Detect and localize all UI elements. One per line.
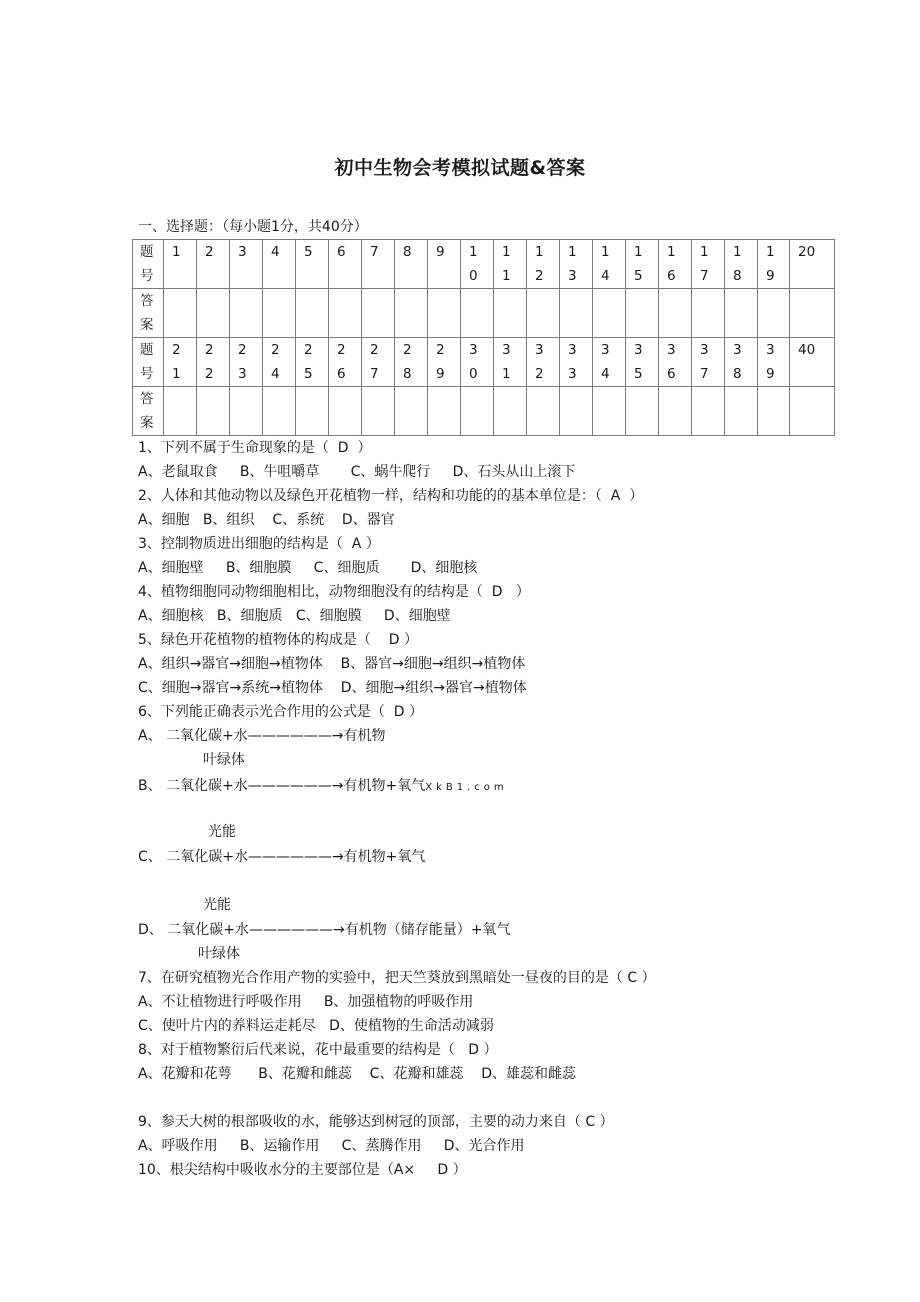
question-number-digit: 2 [172, 342, 181, 358]
answer-row [133, 289, 835, 338]
question-number-digit: 6 [667, 366, 676, 382]
question-number-digit: 8 [733, 366, 742, 382]
row-label-char: 题 [140, 244, 154, 260]
question-number-digit: 0 [469, 268, 478, 284]
question-number-cell [428, 338, 461, 387]
question-8-options: A、花瓣和花萼 B、花瓣和雌蕊 C、花瓣和雄蕊 D、雄蕊和雌蕊 [138, 1066, 577, 1082]
question-number-cell [329, 240, 362, 289]
answer-cell[interactable] [197, 387, 230, 436]
question-number-cell [758, 338, 790, 387]
answer-cell[interactable] [758, 387, 790, 436]
question-8: 8、对于植物繁衍后代来说，花中最重要的结构是（ D ） [138, 1042, 498, 1058]
row-label-char: 答 [140, 293, 154, 309]
question-number-cell [560, 338, 593, 387]
question-number-digit: 3 [700, 342, 709, 358]
answer-cell[interactable] [164, 289, 197, 338]
question-number-digit: 2 [370, 342, 379, 358]
question-6-option-a: A、 二氧化碳+水——————→有机物 [138, 728, 386, 744]
question-number-digit: 2 [271, 342, 280, 358]
question-6-option-d-condition: 光能 [203, 897, 231, 913]
question-number-cell [362, 240, 395, 289]
question-number-digit: 3 [568, 268, 577, 284]
question-number-digit: 6 [337, 366, 346, 382]
question-1-options: A、老鼠取食 B、牛咀嚼草 C、蜗牛爬行 D、石头从山上滚下 [138, 464, 576, 480]
question-number-digit: 5 [634, 366, 643, 382]
answer-cell[interactable] [230, 387, 263, 436]
answer-cell[interactable] [659, 289, 692, 338]
question-6-option-c-condition: 光能 [208, 824, 236, 840]
answer-cell[interactable] [395, 289, 428, 338]
question-number-cell [725, 240, 758, 289]
question-number-digit: 8 [733, 268, 742, 284]
question-number-digit: 3 [667, 342, 676, 358]
answer-cell[interactable] [659, 387, 692, 436]
question-6: 6、下列能正确表示光合作用的公式是（ D ） [138, 704, 424, 720]
question-number-cell [692, 240, 725, 289]
watermark-text: XkB1.com [425, 782, 508, 793]
question-5-options-ab: A、组织→器官→细胞→植物体 B、器官→细胞→组织→植物体 [138, 656, 526, 672]
question-number-digit: 2 [535, 366, 544, 382]
question-5-options-cd: C、细胞→器官→系统→植物体 D、细胞→组织→器官→植物体 [138, 680, 527, 696]
option-b-formula: B、 二氧化碳+水——————→有机物+氧气 [138, 778, 426, 794]
question-number-digit: 3 [766, 342, 775, 358]
question-number-digit: 4 [271, 366, 280, 382]
question-number-digit: 1 [535, 244, 544, 260]
question-number-digit: 8 [403, 366, 412, 382]
question-number-cell [395, 240, 428, 289]
question-number-cell [164, 240, 197, 289]
question-number-cell [593, 338, 626, 387]
question-number-digit: 2 [205, 366, 214, 382]
answer-cell[interactable] [395, 387, 428, 436]
answer-cell[interactable] [790, 387, 835, 436]
question-number-digit: 9 [766, 268, 775, 284]
question-number-cell [527, 338, 560, 387]
question-3-options: A、细胞壁 B、细胞膜 C、细胞质 D、细胞核 [138, 560, 478, 576]
question-number-digit: 0 [469, 366, 478, 382]
answer-cell[interactable] [725, 289, 758, 338]
question-2-options: A、细胞 B、组织 C、系统 D、器官 [138, 512, 395, 528]
question-number-digit: 6 [337, 244, 346, 260]
question-number-cell [626, 240, 659, 289]
answer-cell[interactable] [692, 387, 725, 436]
row-label-char: 题 [140, 342, 154, 358]
question-number-digit: 1 [733, 244, 742, 260]
question-number-cell [428, 240, 461, 289]
row-label-char: 案 [140, 415, 154, 431]
question-number-digit: 3 [238, 244, 247, 260]
question-number-digit: 1 [568, 244, 577, 260]
question-number-cell [164, 338, 197, 387]
question-number-digit: 4 [601, 268, 610, 284]
question-number-digit: 7 [370, 366, 379, 382]
question-number-cell [494, 240, 527, 289]
question-number-digit: 5 [634, 268, 643, 284]
question-number-digit: 2 [205, 342, 214, 358]
row-label-char: 号 [140, 366, 154, 382]
question-number-cell [263, 240, 296, 289]
row-label-char: 号 [140, 268, 154, 284]
question-number-digit: 1 [766, 244, 775, 260]
question-3: 3、控制物质进出细胞的结构是（ A ） [138, 536, 380, 552]
answer-cell[interactable] [362, 387, 395, 436]
question-6-option-d: D、 二氧化碳+水——————→有机物（储存能量）+氧气 [138, 922, 511, 938]
question-number-cell [659, 240, 692, 289]
answer-grid [132, 239, 835, 436]
answer-cell[interactable] [626, 387, 659, 436]
question-number-cell [758, 240, 790, 289]
question-number-digit: 1 [700, 244, 709, 260]
row-label-answer [133, 289, 164, 338]
question-number-digit: 9 [436, 366, 445, 382]
question-number-cell [461, 338, 494, 387]
question-number-row [133, 338, 835, 387]
answer-cell[interactable] [461, 387, 494, 436]
question-number-cell [725, 338, 758, 387]
question-number-cell [494, 338, 527, 387]
question-number-cell [296, 338, 329, 387]
question-number-digit: 2 [304, 342, 313, 358]
answer-cell[interactable] [329, 387, 362, 436]
question-number-cell [197, 240, 230, 289]
question-number-digit: 3 [469, 342, 478, 358]
question-7-options-cd: C、使叶片内的养料运走耗尽 D、使植物的生命活动减弱 [138, 1018, 494, 1034]
question-number-digit: 4 [601, 366, 610, 382]
answer-cell[interactable] [725, 387, 758, 436]
question-number-digit: 2 [535, 268, 544, 284]
answer-cell[interactable] [428, 387, 461, 436]
question-number-digit: 1 [469, 244, 478, 260]
answer-cell[interactable] [263, 387, 296, 436]
question-number-cell [692, 338, 725, 387]
question-number-digit: 3 [238, 366, 247, 382]
question-number-digit: 1 [634, 244, 643, 260]
section-heading: 一、选择题：（每小题1分，共40分） [138, 219, 368, 235]
question-number-digit: 1 [502, 244, 511, 260]
question-number-digit: 7 [370, 244, 379, 260]
answer-row [133, 387, 835, 436]
question-number-digit: 2 [337, 342, 346, 358]
answer-cell[interactable] [758, 289, 790, 338]
answer-cell[interactable] [428, 289, 461, 338]
question-number-digit: 1 [502, 268, 511, 284]
question-number-digit: 3 [535, 342, 544, 358]
row-label-question-number [133, 240, 164, 289]
answer-cell[interactable] [494, 289, 527, 338]
question-6-option-c: C、 二氧化碳+水——————→有机物+氧气 [138, 849, 426, 865]
answer-cell[interactable] [461, 289, 494, 338]
answer-cell[interactable] [164, 387, 197, 436]
question-number-digit: 1 [667, 244, 676, 260]
answer-cell[interactable] [263, 289, 296, 338]
answer-cell[interactable] [593, 289, 626, 338]
answer-cell[interactable] [197, 289, 230, 338]
answer-cell[interactable] [560, 387, 593, 436]
question-number-digit: 4 [271, 244, 280, 260]
answer-cell[interactable] [790, 289, 835, 338]
question-number-cell [527, 240, 560, 289]
row-label-question-number [133, 338, 164, 387]
question-number-cell [790, 338, 835, 387]
document-title: 初中生物会考模拟试题&答案 [334, 157, 586, 179]
answer-cell[interactable] [593, 387, 626, 436]
question-number-digit: 1 [172, 366, 181, 382]
question-number-digit: 20 [798, 244, 816, 260]
question-number-digit: 9 [436, 244, 445, 260]
question-6-option-a-condition: 叶绿体 [203, 752, 245, 768]
question-6-option-d-condition2: 叶绿体 [198, 946, 240, 962]
row-label-char: 答 [140, 391, 154, 407]
question-number-cell [626, 338, 659, 387]
question-number-digit: 7 [700, 268, 709, 284]
question-number-digit: 5 [304, 244, 313, 260]
question-number-cell [395, 338, 428, 387]
question-1: 1、下列不属于生命现象的是（ D ） [138, 440, 372, 456]
question-10: 10、根尖结构中吸收水分的主要部位是（A× D ） [138, 1162, 467, 1178]
question-number-digit: 6 [667, 268, 676, 284]
question-9: 9、参天大树的根部吸收的水，能够达到树冠的顶部，主要的动力来自（ C ） [138, 1114, 614, 1130]
question-number-cell [790, 240, 835, 289]
answer-cell[interactable] [527, 289, 560, 338]
question-number-cell [263, 338, 296, 387]
answer-cell[interactable] [692, 289, 725, 338]
question-7-options-ab: A、不让植物进行呼吸作用 B、加强植物的呼吸作用 [138, 994, 474, 1010]
question-number-digit: 3 [568, 366, 577, 382]
answer-cell[interactable] [527, 387, 560, 436]
question-number-digit: 3 [568, 342, 577, 358]
answer-cell[interactable] [329, 289, 362, 338]
answer-cell[interactable] [230, 289, 263, 338]
question-6-option-b [138, 776, 508, 798]
question-number-digit: 7 [700, 366, 709, 382]
question-number-digit: 9 [766, 366, 775, 382]
question-number-digit: 3 [733, 342, 742, 358]
question-9-options: A、呼吸作用 B、运输作用 C、蒸腾作用 D、光合作用 [138, 1138, 525, 1154]
question-number-digit: 1 [601, 244, 610, 260]
question-number-digit: 40 [798, 342, 816, 358]
question-number-digit: 5 [304, 366, 313, 382]
question-number-digit: 3 [502, 342, 511, 358]
question-number-digit: 2 [436, 342, 445, 358]
question-number-cell [296, 240, 329, 289]
answer-cell[interactable] [626, 289, 659, 338]
answer-cell[interactable] [560, 289, 593, 338]
row-label-char: 案 [140, 317, 154, 333]
question-number-digit: 2 [403, 342, 412, 358]
question-number-digit: 3 [634, 342, 643, 358]
question-number-row [133, 240, 835, 289]
question-number-digit: 1 [502, 366, 511, 382]
row-label-answer [133, 387, 164, 436]
question-number-digit: 8 [403, 244, 412, 260]
question-4: 4、植物细胞同动物细胞相比，动物细胞没有的结构是（ D ） [138, 584, 530, 600]
question-number-cell [560, 240, 593, 289]
question-number-digit: 2 [205, 244, 214, 260]
question-4-options: A、细胞核 B、细胞质 C、细胞膜 D、细胞壁 [138, 608, 451, 624]
question-number-digit: 1 [172, 244, 181, 260]
question-number-cell [362, 338, 395, 387]
question-2: 2、人体和其他动物以及绿色开花植物一样，结构和功能的的基本单位是：（ A ） [138, 488, 644, 504]
question-number-digit: 3 [601, 342, 610, 358]
question-number-cell [230, 338, 263, 387]
question-5: 5、绿色开花植物的植物体的构成是（ D ） [138, 632, 418, 648]
question-number-cell [659, 338, 692, 387]
question-number-cell [329, 338, 362, 387]
question-number-cell [230, 240, 263, 289]
question-number-cell [593, 240, 626, 289]
question-number-cell [461, 240, 494, 289]
question-7: 7、在研究植物光合作用产物的实验中，把天竺葵放到黑暗处一昼夜的目的是（ C ） [138, 970, 656, 986]
question-number-digit: 2 [238, 342, 247, 358]
answer-cell[interactable] [494, 387, 527, 436]
answer-cell[interactable] [296, 387, 329, 436]
answer-cell[interactable] [296, 289, 329, 338]
question-number-cell [197, 338, 230, 387]
answer-cell[interactable] [362, 289, 395, 338]
